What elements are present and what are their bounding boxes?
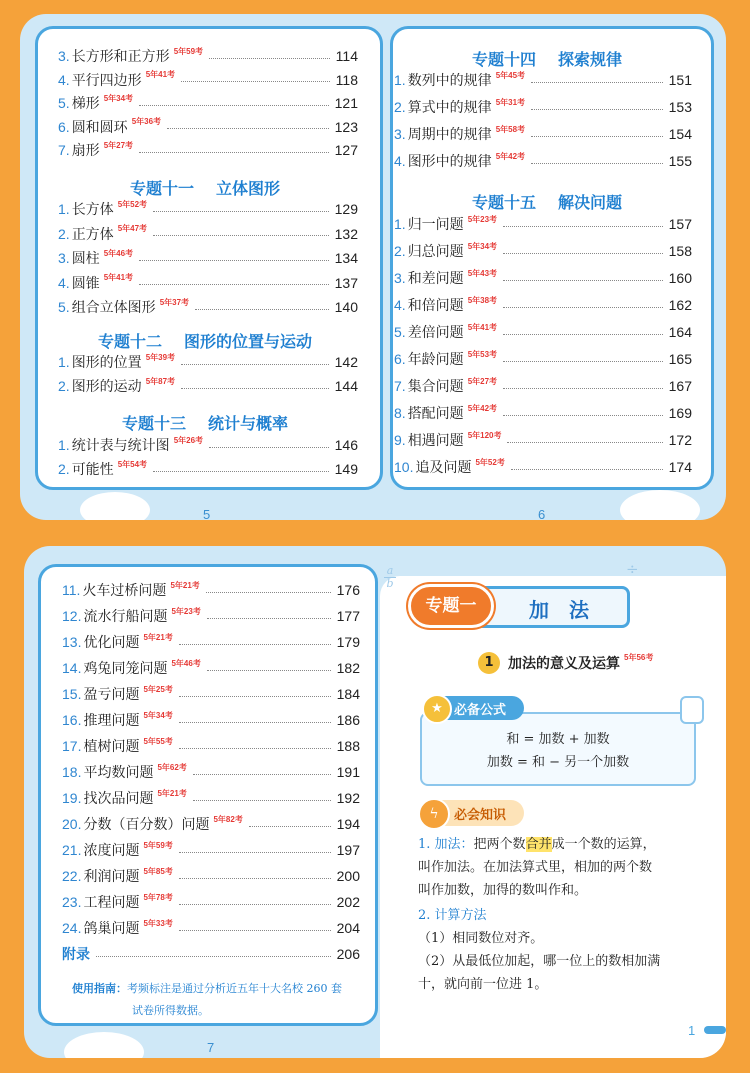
- section-title-11: 专题十一 立体图形: [129, 179, 281, 198]
- entry-number: 12.: [62, 608, 82, 624]
- entry-number: 5.: [58, 95, 70, 111]
- toc-entry[interactable]: [58, 44, 358, 68]
- entry-title: 工程问题: [83, 895, 140, 911]
- entry-title: 和倍问题: [407, 298, 464, 314]
- entry-page: 164: [668, 324, 692, 340]
- dot-leader: [193, 800, 331, 801]
- exam-frequency-tag: 5年43考: [467, 268, 498, 278]
- entry-page: 182: [336, 660, 360, 676]
- toc-entry-appendix[interactable]: [62, 942, 360, 966]
- page-number-6: 6: [538, 507, 546, 522]
- entry-title: 归总问题: [407, 244, 464, 260]
- entry-page: 155: [668, 153, 692, 169]
- exam-frequency-tag: 5年46考: [171, 658, 201, 668]
- toc-entry[interactable]: [394, 455, 692, 479]
- toc-entry[interactable]: [62, 786, 360, 810]
- entry-number: 2.: [58, 461, 70, 477]
- lightning-icon: ϟ: [418, 798, 450, 830]
- toc-entry[interactable]: [394, 428, 692, 452]
- entry-page: 176: [336, 582, 360, 598]
- entry-title: 盈亏问题: [83, 687, 140, 703]
- entry-title: 数列中的规律: [407, 73, 492, 89]
- entry-title: 扇形: [71, 143, 100, 159]
- toc-entry[interactable]: [62, 864, 360, 888]
- entry-number: 24.: [62, 920, 82, 936]
- exam-frequency-tag: 5年21考: [170, 580, 200, 590]
- dot-leader: [139, 105, 329, 106]
- exam-frequency-tag: 5年54考: [117, 459, 148, 469]
- entry-title: 分数（百分数）问题: [83, 817, 210, 833]
- toc-entry[interactable]: [394, 374, 692, 398]
- toc-entry[interactable]: [62, 682, 360, 706]
- exam-frequency-tag: 5年39考: [145, 352, 176, 362]
- toc-entry[interactable]: [58, 138, 358, 162]
- entry-number: 4.: [394, 297, 406, 313]
- entry-title: 平均数问题: [83, 765, 154, 781]
- exam-frequency-tag: 5年58考: [495, 124, 526, 134]
- entry-page: 197: [336, 842, 360, 858]
- exam-frequency-tag: 5年27考: [103, 140, 134, 150]
- dot-leader: [181, 388, 329, 389]
- entry-title: 图形的位置: [71, 355, 142, 371]
- entry-title: 平行四边形: [71, 72, 142, 89]
- entry-number: 21.: [62, 842, 82, 858]
- toc-entry[interactable]: [394, 293, 692, 317]
- dot-leader: [503, 253, 663, 254]
- dot-leader: [179, 722, 331, 723]
- dot-leader: [207, 618, 331, 619]
- toc-entry[interactable]: [62, 812, 360, 836]
- entry-number: 1.: [394, 216, 406, 232]
- entry-number: 17.: [62, 738, 82, 754]
- entry-number: 5.: [394, 324, 406, 340]
- formula-label-tab: ★ 必备公式: [424, 696, 524, 720]
- entry-page: 137: [334, 274, 358, 291]
- entry-title: 附录: [62, 947, 90, 963]
- dot-leader: [181, 81, 330, 82]
- formula-line-1: 和 = 加数 + 加数: [506, 732, 610, 747]
- entry-page: 132: [334, 225, 358, 242]
- entry-page: 160: [668, 270, 692, 286]
- exam-frequency-tag: 5年31考: [495, 97, 526, 107]
- entry-title: 组合立体图形: [71, 300, 156, 316]
- exam-frequency-tag: 5年120考: [467, 430, 502, 440]
- exam-frequency-tag: 5年42考: [495, 151, 526, 161]
- entry-number: 4.: [58, 274, 70, 291]
- exam-frequency-tag: 5年53考: [467, 349, 498, 359]
- entry-page: 142: [334, 354, 358, 370]
- dot-leader: [249, 826, 331, 827]
- entry-number: 5.: [58, 299, 70, 315]
- dot-leader: [503, 361, 663, 362]
- entry-title: 利润问题: [83, 869, 140, 885]
- dot-leader: [531, 163, 663, 164]
- dot-leader: [179, 852, 331, 853]
- entry-page: 177: [336, 608, 360, 624]
- cloud-decoration: [620, 490, 700, 520]
- entry-title: 鸽巢问题: [83, 921, 140, 937]
- dot-leader: [179, 644, 331, 645]
- dot-leader: [179, 696, 331, 697]
- exam-frequency-tag: 5年59考: [173, 46, 204, 56]
- exam-frequency-tag: 5年34考: [143, 710, 173, 720]
- dot-leader: [209, 447, 329, 448]
- lesson-number-badge: 1: [478, 652, 500, 674]
- entry-number: 11.: [62, 582, 81, 598]
- entry-page: 162: [668, 297, 692, 313]
- dot-leader: [153, 211, 329, 212]
- page-number-1: 1: [688, 1023, 696, 1038]
- entry-title: 统计表与统计图: [71, 438, 170, 454]
- toc-entry[interactable]: [58, 295, 358, 319]
- entry-title: 长方形和正方形: [71, 49, 170, 65]
- knowledge-2-body: （1）相同数位对齐。 （2）从最低位加起，哪一位上的数相加满 十，就向前一位进 1。: [418, 931, 661, 992]
- toc-entry[interactable]: [394, 149, 692, 173]
- entry-title: 梯形: [71, 96, 100, 112]
- dot-leader: [503, 226, 663, 227]
- entry-page: 123: [334, 118, 358, 135]
- toc-entry[interactable]: [58, 91, 358, 115]
- toc-entry[interactable]: [58, 271, 358, 295]
- entry-title: 圆和圆环: [71, 119, 128, 136]
- exam-frequency-tag: 5年85考: [143, 866, 173, 876]
- toc-entry[interactable]: [58, 433, 358, 457]
- toc-entry[interactable]: [394, 68, 692, 92]
- dot-leader: [503, 280, 663, 281]
- dot-leader: [181, 364, 329, 365]
- entry-number: 2.: [394, 99, 406, 115]
- entry-page: 172: [668, 432, 692, 448]
- entry-title: 图形中的规律: [407, 154, 492, 170]
- exam-frequency-tag: 5年41考: [467, 322, 498, 332]
- entry-title: 集合问题: [407, 379, 464, 395]
- knowledge-2-title: 2. 计算方法: [418, 908, 487, 923]
- entry-title: 圆锥: [71, 275, 100, 292]
- entry-page: 158: [668, 243, 692, 259]
- entry-page: 204: [336, 920, 360, 936]
- dot-leader: [193, 774, 331, 775]
- exam-frequency-tag: 5年45考: [495, 70, 526, 80]
- entry-number: 7.: [58, 142, 70, 158]
- entry-page: 149: [334, 461, 358, 477]
- entry-page: 169: [668, 405, 692, 421]
- entry-page: 140: [334, 299, 358, 315]
- entry-number: 4.: [58, 71, 70, 88]
- exam-frequency-tag: 5年33考: [143, 918, 173, 928]
- exam-frequency-tag: 5年25考: [143, 684, 173, 694]
- dot-leader: [507, 442, 662, 443]
- cloud-decoration: [64, 1032, 144, 1058]
- toc-entry[interactable]: [62, 734, 360, 758]
- dot-leader: [503, 415, 663, 416]
- entry-page: 200: [336, 868, 360, 884]
- exam-frequency-tag: 5年23考: [171, 606, 201, 616]
- dot-leader: [503, 307, 663, 308]
- toc-entry[interactable]: [58, 115, 358, 139]
- entry-title: 追及问题: [415, 460, 472, 476]
- entry-title: 相遇问题: [407, 433, 464, 449]
- knowledge-label-tab: ϟ 必会知识: [420, 800, 524, 826]
- entry-page: 153: [668, 99, 692, 115]
- entry-page: 134: [334, 250, 358, 266]
- entry-title: 搭配问题: [407, 406, 464, 422]
- page-number-7: 7: [207, 1040, 215, 1055]
- toc-entry[interactable]: [62, 890, 360, 914]
- dot-leader: [139, 152, 329, 153]
- toc-entry[interactable]: [58, 197, 358, 221]
- dot-leader: [531, 136, 663, 137]
- entry-number: 1.: [58, 354, 70, 370]
- exam-frequency-tag: 5年36考: [131, 117, 162, 126]
- entry-page: 114: [335, 48, 358, 64]
- entry-page: 174: [668, 459, 692, 475]
- topic-title: 加 法: [529, 598, 589, 622]
- entry-page: 192: [336, 790, 360, 806]
- entry-number: 7.: [394, 378, 406, 394]
- dot-leader: [139, 284, 329, 285]
- toc-entry[interactable]: [62, 708, 360, 732]
- toc-entry[interactable]: [394, 95, 692, 119]
- exam-frequency-tag: 5年52考: [475, 457, 505, 467]
- entry-title: 年龄问题: [407, 352, 464, 368]
- entry-title: 浓度问题: [83, 843, 140, 859]
- dot-leader: [167, 128, 329, 129]
- entry-number: 3.: [58, 48, 70, 64]
- entry-page: 165: [668, 351, 692, 367]
- entry-page: 154: [668, 126, 692, 142]
- toc-entry[interactable]: [394, 239, 692, 263]
- dot-leader: [531, 109, 663, 110]
- exam-frequency-tag: 5年46考: [103, 248, 134, 258]
- exam-frequency-tag: 5年34考: [103, 93, 134, 103]
- toc-entry[interactable]: [62, 838, 360, 862]
- entry-number: 16.: [62, 712, 82, 728]
- dot-leader: [179, 878, 331, 879]
- entry-number: 10.: [394, 459, 414, 475]
- toc-entry[interactable]: [394, 266, 692, 290]
- toc-entry[interactable]: [394, 122, 692, 146]
- entry-page: 194: [336, 816, 360, 832]
- toc-entry[interactable]: [58, 350, 358, 374]
- entry-title: 优化问题: [83, 635, 140, 651]
- page-number-5: 5: [203, 507, 211, 522]
- toc-entry[interactable]: [62, 760, 360, 784]
- usage-guide: 使用指南：考频标注是通过分析近五年十大名校 260 套 试卷所得数据。: [72, 982, 342, 1017]
- exam-frequency-tag: 5年37考: [159, 297, 190, 307]
- exam-frequency-tag: 5年42考: [467, 403, 498, 413]
- exam-frequency-tag: 5年34考: [467, 241, 498, 251]
- entry-number: 23.: [62, 894, 82, 910]
- dot-leader: [207, 670, 331, 671]
- toc-entry[interactable]: [62, 656, 360, 680]
- exam-frequency-tag: 5年82考: [213, 814, 243, 824]
- entry-number: 3.: [394, 126, 406, 142]
- divide-symbol-decoration: ÷: [626, 560, 639, 578]
- entry-page: 202: [336, 894, 360, 910]
- entry-title: 和差问题: [407, 271, 464, 287]
- section-title-14: 专题十四 探索规律: [471, 50, 623, 69]
- toc-entry[interactable]: [58, 374, 358, 398]
- entry-number: 18.: [62, 764, 82, 780]
- section-title-15: 专题十五 解决问题: [471, 193, 623, 212]
- entry-page: 179: [336, 634, 360, 650]
- toc-entry[interactable]: [58, 246, 358, 270]
- exam-frequency-tag: 5年21考: [143, 632, 173, 642]
- entry-number: 20.: [62, 816, 82, 832]
- entry-title: 周期中的规律: [407, 127, 492, 143]
- entry-title: 鸡兔同笼问题: [83, 661, 168, 677]
- entry-number: 1.: [58, 201, 70, 217]
- dot-leader: [195, 309, 329, 310]
- entry-title: 火车过桥问题: [82, 583, 167, 599]
- exam-frequency-tag: 5年23考: [467, 214, 498, 224]
- exam-frequency-tag: 5年26考: [173, 435, 204, 445]
- dot-leader: [153, 471, 329, 472]
- dot-leader: [503, 388, 663, 389]
- entry-number: 22.: [62, 868, 82, 884]
- dot-leader: [179, 904, 331, 905]
- entry-number: 6.: [58, 118, 70, 135]
- entry-number: 3.: [394, 270, 406, 286]
- fraction-decoration: a b: [384, 565, 396, 590]
- exam-frequency-tag: 5年59考: [143, 840, 173, 850]
- toc-entry[interactable]: [62, 604, 360, 628]
- toc-entry[interactable]: [58, 222, 358, 246]
- page-tab-decoration: [704, 1026, 726, 1034]
- toc-entry[interactable]: [62, 630, 360, 654]
- entry-number: 15.: [62, 686, 82, 702]
- dot-leader: [206, 592, 331, 593]
- entry-number: 2.: [58, 378, 70, 394]
- topic-badge: 专题一: [408, 584, 494, 628]
- entry-page: 157: [668, 216, 692, 232]
- entry-title: 流水行船问题: [83, 609, 168, 625]
- section-title-12: 专题十二 图形的位置与运动: [97, 332, 313, 351]
- section-title-13: 专题十三 统计与概率: [121, 414, 289, 433]
- dot-leader: [179, 748, 331, 749]
- entry-title: 算式中的规律: [407, 100, 492, 116]
- toc-entry[interactable]: [394, 401, 692, 425]
- entry-title: 找次品问题: [83, 791, 154, 807]
- entry-number: 1.: [394, 72, 406, 88]
- entry-page: 184: [336, 686, 360, 702]
- exam-frequency-tag: 5年47考: [117, 224, 148, 233]
- toc-entry[interactable]: [62, 578, 360, 602]
- entry-page: 118: [335, 71, 358, 88]
- entry-page: 191: [336, 764, 360, 780]
- exam-frequency-tag: 5年87考: [145, 376, 176, 386]
- exam-frequency-tag: 5年62考: [157, 762, 187, 772]
- dot-leader: [179, 930, 331, 931]
- knowledge-1: 1. 加法：把两个数合并成一个数的运算， 叫作加法。在加法算式里，相加的两个数 叫作加数，加得的数叫作和。: [418, 837, 656, 898]
- toc-entry[interactable]: [62, 916, 360, 940]
- dot-leader: [139, 260, 329, 261]
- dot-leader: [503, 334, 663, 335]
- entry-number: 6.: [394, 351, 406, 367]
- exam-frequency-tag: 5年55考: [143, 736, 173, 746]
- exam-frequency-tag: 5年27考: [467, 376, 498, 386]
- lesson-heading: 1 加法的意义及运算 5年56考: [478, 652, 653, 674]
- entry-page: 167: [668, 378, 692, 394]
- entry-title: 可能性: [71, 462, 114, 478]
- entry-page: 151: [668, 72, 692, 88]
- entry-number: 14.: [62, 660, 82, 676]
- entry-page: 186: [336, 712, 360, 728]
- exam-frequency-tag: 5年41考: [145, 70, 176, 79]
- exam-frequency-tag: 5年41考: [103, 273, 134, 282]
- entry-page: 121: [334, 95, 358, 111]
- entry-number: 2.: [394, 243, 406, 259]
- entry-title: 植树问题: [83, 739, 140, 755]
- exam-frequency-tag: 5年78考: [143, 892, 173, 902]
- entry-number: 1.: [58, 437, 70, 453]
- dot-leader: [153, 235, 329, 236]
- entry-page: 127: [334, 142, 358, 158]
- entry-page: 188: [336, 738, 360, 754]
- exam-frequency-tag: 5年21考: [157, 788, 187, 798]
- toc-entry[interactable]: [394, 347, 692, 371]
- dot-leader: [96, 956, 331, 957]
- entry-title: 差倍问题: [407, 325, 464, 341]
- entry-title: 推理问题: [83, 713, 140, 729]
- formula-line-2: 加数 = 和 − 另一个加数: [486, 755, 630, 770]
- entry-title: 正方体: [71, 226, 114, 243]
- toc-entry[interactable]: [394, 212, 692, 236]
- entry-title: 长方体: [71, 202, 114, 218]
- entry-number: 2.: [58, 225, 70, 242]
- entry-number: 3.: [58, 250, 70, 266]
- entry-title: 圆柱: [71, 251, 100, 267]
- entry-title: 归一问题: [407, 217, 464, 233]
- toc-entry[interactable]: [394, 320, 692, 344]
- entry-page: 144: [334, 378, 358, 394]
- entry-number: 8.: [394, 405, 406, 421]
- entry-page: 129: [334, 201, 358, 217]
- entry-number: 4.: [394, 153, 406, 169]
- star-icon: ★: [422, 694, 452, 724]
- dot-leader: [531, 82, 663, 83]
- exam-frequency-tag: 5年52考: [117, 199, 148, 209]
- clip-decoration: [680, 696, 704, 724]
- entry-number: 19.: [62, 790, 82, 806]
- dot-leader: [209, 58, 330, 59]
- dot-leader: [511, 469, 663, 470]
- entry-page: 206: [336, 946, 360, 962]
- exam-frequency-tag: 5年38考: [467, 295, 498, 305]
- entry-number: 13.: [62, 634, 82, 650]
- toc-entry[interactable]: [58, 457, 358, 481]
- cloud-decoration: [80, 492, 150, 520]
- toc-entry[interactable]: [58, 68, 358, 92]
- entry-page: 146: [334, 437, 358, 453]
- entry-number: 9.: [394, 432, 406, 448]
- entry-title: 图形的运动: [71, 379, 142, 395]
